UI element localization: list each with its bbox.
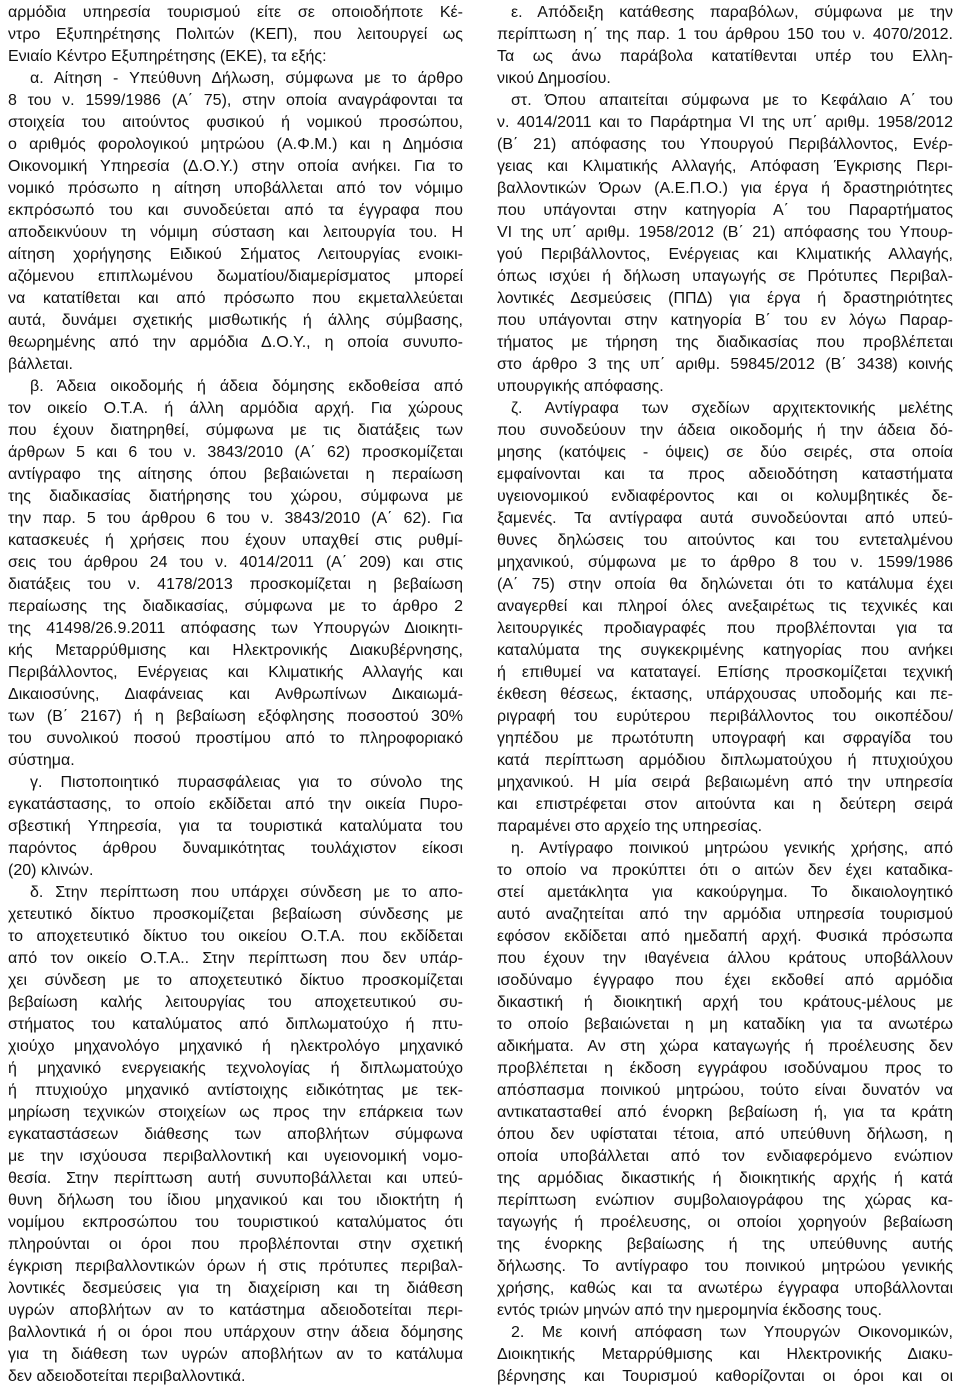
text-line: αζόμενου επιπλωμένου δωματίου/διαμερίσματος μπορεί: [8, 268, 463, 285]
text-line: στο άρθρο 3 της υπ΄ αριθμ. 59845/2012 (Β΄ 3438) κοινής: [497, 356, 953, 373]
text-line: περίπτωση η΄ της παρ. 1 του άρθρου 150 του ν. 4070/2012.: [497, 26, 953, 43]
text-line: α. Αίτηση - Υπεύθυνη Δήλωση, σύμφωνα με το άρθρο: [30, 70, 463, 87]
text-line: αντικατασταθεί από ένορκη βεβαίωση ή, για τα κράτη: [497, 1104, 953, 1121]
text-line: όπως ισχύει ή δήλωση υπαγωγής σε Πρότυπες Περιβαλ-: [497, 268, 953, 285]
text-line: μηχανικού. Η μία σειρά βεβαιωμένη από την υπηρεσία: [497, 774, 953, 791]
text-line: απόσπασμα ποινικού μητρώου, τούτο είναι δυνατόν να: [497, 1082, 953, 1099]
text-line: β. Άδεια οικοδομής ή άδεια δόμησης εκδοθείσα από: [30, 378, 463, 395]
text-line: λοντικές Δεσμεύσεις (ΠΠΔ) για έργα ή δραστηριότητες: [497, 290, 953, 307]
paragraph: [8, 882, 463, 1388]
text-line: δικαστική ή διοικητική αρχή του κράτους-μέλους με: [497, 994, 953, 1011]
text-line: του συνολικού ποσού προστίμου από το πληροφοριακό: [8, 730, 463, 747]
text-line: δ. Στην περίπτωση που υπάρχει σύνδεση με το απο-: [30, 884, 463, 901]
text-line: το οποίο βεβαιώνεται η μη καταδίκη για τα ανωτέρω: [497, 1016, 953, 1033]
paragraph: [8, 772, 463, 882]
text-line: οποία υποβάλλεται από τον ενδιαφερόμενο ενώπιον: [497, 1148, 953, 1165]
text-line: και επιστρέφεται στον αιτούντα και η δεύτερη σειρά: [497, 796, 953, 813]
paragraph: [497, 398, 953, 838]
paragraph: [8, 68, 463, 376]
text-line: ταγωγής ή προέλευσης, οι οποίοι χορηγούν βεβαίωση: [497, 1214, 953, 1231]
text-line: βεβαίωση καλής λειτουργίας του αποχετευτικού συ-: [8, 994, 463, 1011]
right-column: [497, 2, 953, 1388]
text-line: άρθρων 5 και 6 του ν. 3843/2010 (Α΄ 62) προσκομίζεται: [8, 444, 463, 461]
text-line: ν. 4014/2011 και το Παράρτημα VI της υπ΄ αριθμ. 1958/2012: [497, 114, 953, 131]
text-line: στοιχεία του αιτούντος φυσικού ή νομικού προσώπου,: [8, 114, 463, 131]
text-line: παρόντος άρθρου δυναμικότητας τουλάχιστον είκοσι: [8, 840, 463, 857]
text-line: ο αριθμός φορολογικού μητρώου (Α.Φ.Μ.) και η Δημόσια: [8, 136, 463, 153]
text-line: υγειονομικού ενδιαφέροντος και οι κολυμβητικές δε-: [497, 488, 953, 505]
text-line: (20) κλινών.: [8, 862, 94, 879]
text-line: εγκαταστάσεων διάθεσης των αποβλήτων σύμφωνα: [8, 1126, 463, 1143]
text-line: θεωρημένης από την αρμόδια Δ.Ο.Υ., η οποία συνυπο-: [8, 334, 463, 351]
text-line: στ. Όπου απαιτείται σύμφωνα με το Κεφάλαιο Α΄ του: [511, 92, 953, 109]
text-line: έκθεση θέσεως, έκτασης, υπάρχουσας υποδομής και πε-: [497, 686, 953, 703]
text-line: VI της υπ΄ αριθμ. 1958/2012 (Β΄ 21) απόφασης του Υπουρ-: [497, 224, 953, 241]
text-line: αυτό αναζητείται από την αρμόδια υπηρεσία τουρισμού: [497, 906, 953, 923]
text-line: δεν αδειοδοτείται περιβαλλοντικά.: [8, 1368, 246, 1385]
text-line: με την ισχύουσα περιβαλλοντική και υγειονομική νομο-: [8, 1148, 463, 1165]
text-line: ή πτυχιούχο μηχανικό αντίστοιχης ειδικότητας με τεκ-: [8, 1082, 463, 1099]
text-line: νικού Δημοσίου.: [497, 70, 611, 87]
text-line: εμφαίνονται και τα προς αδειοδότηση καταστήματα: [497, 466, 953, 483]
text-line: περαίωσης της διαδικασίας, σύμφωνα με το άρθρο 2: [8, 598, 463, 615]
text-line: αίτηση χορήγησης Ειδικού Σήματος Λειτουργίας ενοικι-: [8, 246, 463, 263]
text-line: που υπάγονται στην κατηγορία Α΄ του Παραρτήματος: [497, 202, 953, 219]
text-line: το οποίο να προκύπτει ότι ο αιτών δεν έχει καταδικα-: [497, 862, 953, 879]
text-line: βαλλοντικά ή οι όροι που υπάρχουν στην άδεια δόμησης: [8, 1324, 463, 1341]
text-line: Διοικητικής Μεταρρύθμισης και Ηλεκτρονικής Διακυ-: [497, 1346, 953, 1363]
text-line: λειτουργικές προδιαγραφές που προβλέπονται για τα: [497, 620, 953, 637]
text-line: λοντικές δεσμεύσεις για τη διαχείριση και τη διάθεση: [8, 1280, 463, 1297]
text-line: εφόσον εκδίδεται από ημεδαπή αρχή. Φυσικά πρόσωπα: [497, 928, 953, 945]
text-line: περίπτωση ενώπιον συμβολαιογράφου της χώρας κα-: [497, 1192, 953, 1209]
text-line: βάλλεται.: [8, 356, 73, 373]
text-line: ριγραφή του ευρύτερου περιβάλλοντος του οικοπέδου/: [497, 708, 953, 725]
text-line: πληρούνται οι όροι που προβλέπονται στην σχετική: [8, 1236, 463, 1253]
text-line: αποδεικνύουν τη νόμιμη σύσταση και λειτουργία του. Η: [8, 224, 463, 241]
text-line: Ενιαίο Κέντρο Εξυπηρέτησης (ΕΚΕ), τα εξής:: [8, 48, 327, 65]
text-line: βαλλοντικών Όρων (Α.Ε.Π.Ο.) για έργα ή δραστηριότητες: [497, 180, 953, 197]
paragraph: [497, 2, 953, 90]
text-line: εντός τριών μηνών από την ημερομηνία έκδοσης τους.: [497, 1302, 882, 1319]
text-line: της ένορκης βεβαίωσης ή της υπεύθυνης αυτής: [497, 1236, 953, 1253]
text-line: εκπρόσωπό του και συνοδεύεται από τα έγγραφα που: [8, 202, 463, 219]
text-line: το αποχετευτικό δίκτυο του οικείου Ο.Τ.Α. που εκδίδεται: [8, 928, 463, 945]
text-line: που έχουν διατηρηθεί, σύμφωνα με τις διατάξεις των: [8, 422, 463, 439]
text-line: σβεστική Υπηρεσία, για τα τουριστικά καταλύματα του: [8, 818, 463, 835]
text-line: στεί αμετάκλητα για κακούργημα. Το δικαιολογητικό: [497, 884, 953, 901]
text-line: αντίγραφο της αίτησης όπου βεβαιώνεται η περαίωση: [8, 466, 463, 483]
text-line: αναγερθεί και πληροί όλες ανεξαιρέτως τις τεχνικές και: [497, 598, 953, 615]
text-line: χιούχο μηχανολόγο μηχανικό ή ηλεκτρολόγο μηχανικό: [8, 1038, 463, 1055]
paragraph: [497, 90, 953, 398]
text-line: διατάξεις του ν. 4178/2013 προσκομίζεται η βεβαίωση: [8, 576, 463, 593]
text-line: θεσία. Στην περίπτωση αυτή συνυποβάλλεται και υπεύ-: [8, 1170, 463, 1187]
text-line: τήματος με τήρηση της διαδικασίας που προβλέπεται: [497, 334, 953, 351]
text-line: ή μηχανικό ενεργειακής τεχνολογίας ή διπλωματούχο: [8, 1060, 463, 1077]
text-line: χει σύνδεση με το αποχετευτικό δίκτυο προσκομίζεται: [8, 972, 463, 989]
text-line: 2. Με κοινή απόφαση των Υπουργών Οικονομικών,: [511, 1324, 953, 1341]
left-column: [8, 2, 463, 1388]
text-line: χρήσης, καθώς και τα ανωτέρω έγγραφα υποβάλλονται: [497, 1280, 953, 1297]
text-line: γειας και Κλιματικής Αλλαγής, Απόφαση Έγκρισης Περι-: [497, 158, 953, 175]
text-line: που συνοδεύουν την άδεια οικοδομής ή την άδεια δό-: [497, 422, 953, 439]
text-line: γού Περιβάλλοντος, Ενέργειας και Κλιματικής Αλλαγής,: [497, 246, 953, 263]
text-line: υπουργικής απόφασης.: [497, 378, 664, 395]
text-line: (Α΄ 75) στην οποία θα δηλώνεται ότι το κατάλυμα έχει: [497, 576, 953, 593]
text-line: 8 του ν. 1599/1986 (Α΄ 75), στην οποία αναγράφονται τα: [8, 92, 463, 109]
text-line: όπου δεν υφίσταται τέτοια, από υπεύθυνη δήλωση, η: [497, 1126, 953, 1143]
text-line: δήλωσης. Το αντίγραφο του ποινικού μητρώου γενικής: [497, 1258, 953, 1275]
text-line: να κατατίθεται και από πρόσωπο που εκμεταλλεύεται: [8, 290, 463, 307]
text-line: (Β΄ 21) απόφασης του Υπουργού Περιβάλλοντος, Ενέρ-: [497, 136, 953, 153]
paragraph: [8, 2, 463, 68]
text-line: υγρών αποβλήτων αν το κατάστημα αδειοδοτείται περι-: [8, 1302, 463, 1319]
text-line: χετευτικό δίκτυο προσκομίζεται βεβαίωση σύνδεσης με: [8, 906, 463, 923]
text-line: ή επιθυμεί να καταταγεί. Επίσης προσκομίζεται τεχνική: [497, 664, 953, 681]
paragraph: [497, 1322, 953, 1388]
text-line: μηρίωση τεχνικών στοιχείων ως προς την επάρκεια των: [8, 1104, 463, 1121]
text-line: Δικαιοσύνης, Διαφάνειας και Ανθρωπίνων Δικαιωμά-: [8, 686, 463, 703]
text-line: κής Μεταρρύθμισης και Ηλεκτρονικής Διακυβέρνησης,: [8, 642, 463, 659]
text-line: σύστημα.: [8, 752, 75, 769]
text-line: που έχουν την ιθαγένεια άλλου κράτους υποβάλλουν: [497, 950, 953, 967]
text-line: σεις του άρθρου 24 του ν. 4014/2011 (Α΄ 209) και στις: [8, 554, 463, 571]
text-line: για τη διάθεση των υγρών αποβλήτων αν το κατάλυμα: [8, 1346, 463, 1363]
text-line: μηχανικού, σύμφωνα με το άρθρο 8 του ν. 1599/1986: [497, 554, 953, 571]
text-line: νομικό πρόσωπο η αίτηση υποβάλλεται από τον νόμιμο: [8, 180, 463, 197]
text-line: αδικήματα. Αν στη χώρα καταγωγής ή προέλευσης δεν: [497, 1038, 953, 1055]
text-line: καταλύματα της συγκεκριμένης κατηγορίας που ανήκει: [497, 642, 953, 659]
text-line: Τα ως άνω παράβολα κατατίθενται υπέρ του Ελλη-: [497, 48, 953, 65]
text-line: αρμόδια υπηρεσία τουρισμού είτε σε οποιοδήποτε Κέ-: [8, 4, 463, 21]
text-line: έγκριση περιβαλλοντικών όρων ή στις πρότυπες περιβαλ-: [8, 1258, 463, 1275]
text-line: νομίμου εκπροσώπου του τουριστικού καταλύματος ότι: [8, 1214, 463, 1231]
paragraph: [497, 838, 953, 1322]
text-line: ισοδύναμο έγγραφο που έχει εκδοθεί από αρμόδια: [497, 972, 953, 989]
text-line: κατασκευές ή χρήσεις που έχουν υπαχθεί στις ρυθμί-: [8, 532, 463, 549]
text-line: της αρμόδιας δικαστικής ή διοικητικής αρχής ή κατά: [497, 1170, 953, 1187]
paragraph: [8, 376, 463, 772]
text-line: Περιβάλλοντος, Ενέργειας και Κλιματικής Αλλαγής και: [8, 664, 463, 681]
text-line: βέρνησης και Τουρισμού καθορίζονται οι όροι και οι: [497, 1368, 953, 1385]
text-line: Οικονομική Υπηρεσία (Δ.Ο.Υ.) στην οποία ανήκει. Για το: [8, 158, 463, 175]
text-line: θυνες δηλώσεις του αιτούντος και του εντεταλμένου: [497, 532, 953, 549]
text-line: της 41498/26.9.2011 απόφασης των Υπουργών Διοικητι-: [8, 620, 463, 637]
text-line: ντρο Εξυπηρέτησης Πολιτών (ΚΕΠ), που λειτουργεί ως: [8, 26, 463, 43]
text-line: αυτά, δυνάμει σχετικής μισθωτικής ή άλλης σύμβασης,: [8, 312, 463, 329]
text-line: της διαδικασίας διατήρησης του χώρου, σύμφωνα με: [8, 488, 463, 505]
text-line: των (Β΄ 2167) ή η βεβαίωση εξόφλησης ποσοστού 30%: [8, 708, 463, 725]
text-line: μησης (κατόψεις - όψεις) σε δύο σειρές, στα οποία: [497, 444, 953, 461]
text-line: προβλέπεται η έκδοση εγγράφου ισοδύναμου προς το: [497, 1060, 953, 1077]
text-line: γηπέδου με πρωτότυπη υπογραφή και σφραγίδα του: [497, 730, 953, 747]
text-line: ξαμενές. Τα αντίγραφα αυτά συνοδεύονται από υπεύ-: [497, 510, 953, 527]
text-line: γ. Πιστοποιητικό πυρασφάλειας για το σύνολο της: [30, 774, 463, 791]
text-line: η. Αντίγραφο ποινικού μητρώου γενικής χρήσης, από: [511, 840, 953, 857]
text-line: τον οικείο Ο.Τ.Α. ή άλλη αρμόδια αρχή. Για χώρους: [8, 400, 463, 417]
text-line: ε. Απόδειξη κατάθεσης παραβόλων, σύμφωνα με την: [511, 4, 953, 21]
text-line: που υπάγονται στην κατηγορία Β΄ του εν λόγω Παραρ-: [497, 312, 953, 329]
text-line: από τον οικείο Ο.Τ.Α.. Στην περίπτωση που δεν υπάρ-: [8, 950, 463, 967]
text-line: κατά περίπτωση αρμόδιου διπλωματούχου ή πτυχιούχου: [497, 752, 953, 769]
text-line: παραμένει στο αρχείο της υπηρεσίας.: [497, 818, 763, 835]
text-line: θυνη δήλωση του ίδιου μηχανικού και του ιδιοκτήτη ή: [8, 1192, 463, 1209]
text-line: ζ. Αντίγραφα των σχεδίων αρχιτεκτονικής μελέτης: [511, 400, 953, 417]
text-line: στήματος του καταλύματος από διπλωματούχο ή πτυ-: [8, 1016, 463, 1033]
text-line: εγκατάστασης, το οποίο εκδίδεται από την οικεία Πυρο-: [8, 796, 463, 813]
text-line: την παρ. 5 του άρθρου 6 του ν. 3843/2010 (Α΄ 62). Για: [8, 510, 463, 527]
